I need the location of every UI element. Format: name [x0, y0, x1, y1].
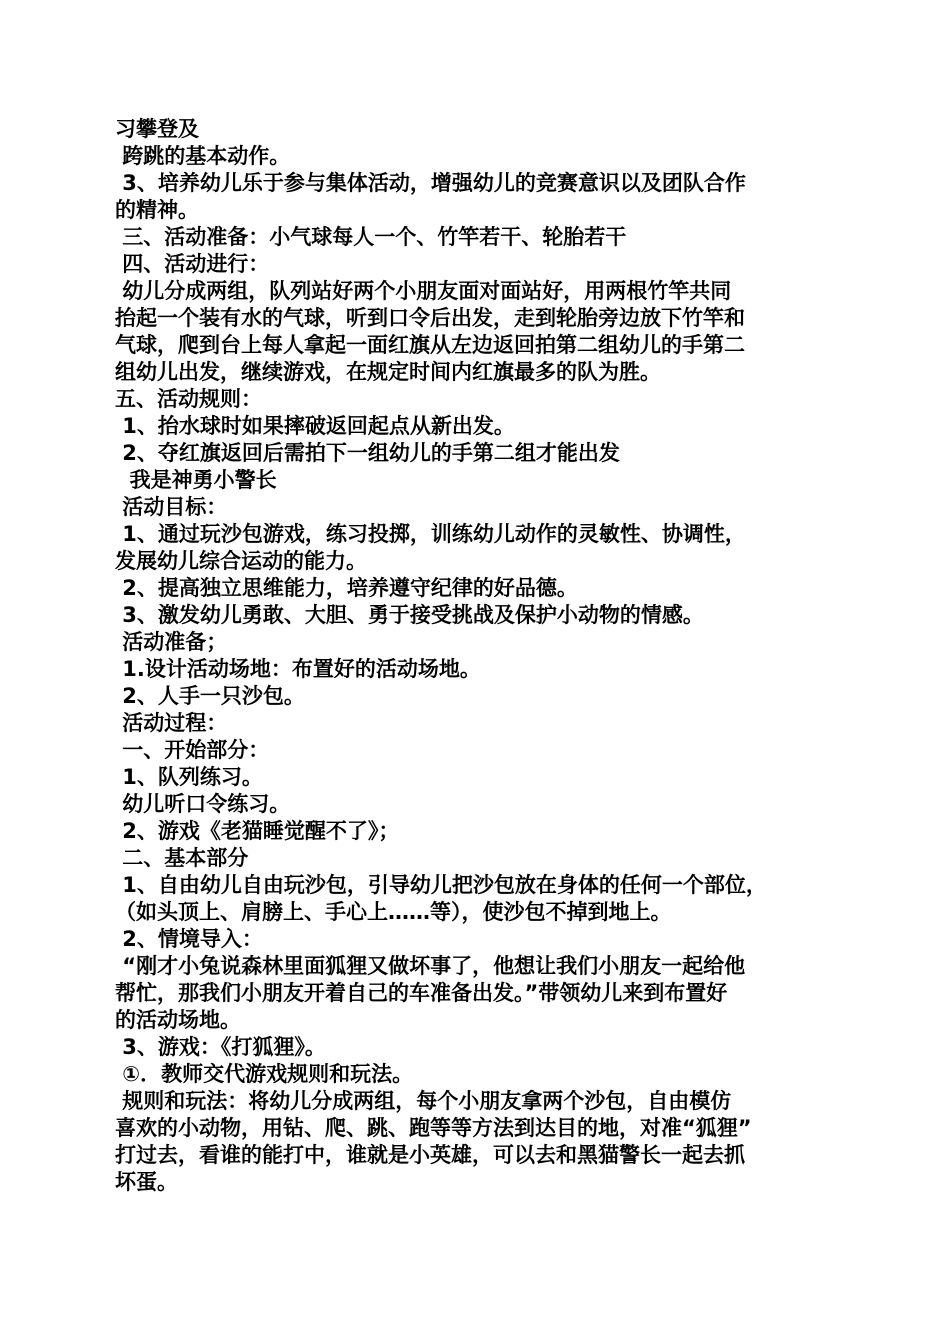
text-line: 气球，爬到台上每人拿起一面红旗从左边返回拍第二组幼儿的手第二	[115, 333, 745, 357]
section-title: 我是神勇小警长	[115, 468, 277, 492]
text-line: 3、培养幼儿乐于参与集体活动，增强幼儿的竞赛意识以及团队合作	[115, 171, 746, 195]
text-line: 二、基本部分	[115, 846, 249, 870]
text-line: 幼儿分成两组，队列站好两个小朋友面对面站好，用两根竹竿共同	[115, 279, 732, 303]
text-line: 活动准备；	[115, 630, 228, 654]
text-line: 帮忙，那我们小朋友开着自己的车准备出发。”带领幼儿来到布置好	[115, 981, 728, 1005]
document-body	[115, 116, 850, 1196]
text-line: 打过去，看谁的能打中，谁就是小英雄，可以去和黑猫警长一起去抓	[115, 1143, 745, 1167]
text-line: 2、游戏《老猫睡觉醒不了》；	[115, 819, 400, 843]
text-line: 喜欢的小动物，用钻、爬、跳、跑等等方法到达目的地，对准“狐狸”	[115, 1116, 752, 1140]
text-line: 幼儿听口令练习。	[115, 792, 291, 816]
text-line: 2、夺红旗返回后需拍下一组幼儿的手第二组才能出发	[115, 441, 620, 465]
text-line: 的精神。	[115, 198, 199, 222]
text-line: 2、人手一只沙包。	[115, 684, 305, 708]
text-line: （如头顶上、肩膀上、手心上……等），使沙包不掉到地上。	[115, 900, 672, 924]
text-line: 活动过程：	[115, 711, 228, 735]
text-line: 3、游戏：《打狐狸》。	[115, 1035, 326, 1059]
text-line: 一、开始部分：	[115, 738, 270, 762]
text-line: 习攀登及	[115, 117, 199, 141]
text-line: 四、活动进行：	[115, 252, 270, 276]
text-line: 1、自由幼儿自由玩沙包，引导幼儿把沙包放在身体的任何一个部位，	[115, 873, 767, 897]
text-line: 跨跳的基本动作。	[115, 144, 291, 168]
text-line: 组幼儿出发，继续游戏，在规定时间内红旗最多的队为胜。	[115, 360, 661, 384]
text-line: 坏蛋。	[115, 1170, 178, 1194]
text-line: ①．教师交代游戏规则和玩法。	[115, 1062, 414, 1086]
text-line: “刚才小兔说森林里面狐狸又做坏事了，他想让我们小朋友一起给他	[115, 954, 746, 978]
text-line: 2、情境导入：	[115, 927, 263, 951]
text-line: 发展幼儿综合运动的能力。	[115, 549, 367, 573]
text-line: 2、提高独立思维能力，培养遵守纪律的好品德。	[115, 576, 578, 600]
text-line: 三、活动准备：小气球每人一个、竹竿若干、轮胎若干	[115, 225, 627, 249]
text-line: 活动目标：	[115, 495, 228, 519]
text-line: 五、活动规则：	[115, 387, 262, 411]
text-line: 1.设计活动场地：布置好的活动场地。	[115, 657, 481, 681]
text-line: 的活动场地。	[115, 1008, 241, 1032]
text-line: 规则和玩法：将幼儿分成两组，每个小朋友拿两个沙包，自由模仿	[115, 1089, 732, 1113]
text-line: 3、激发幼儿勇敢、大胆、勇于接受挑战及保护小动物的情感。	[115, 603, 704, 627]
text-line: 抬起一个装有水的气球，听到口令后出发，走到轮胎旁边放下竹竿和	[115, 306, 745, 330]
text-line: 1、队列练习。	[115, 765, 263, 789]
text-line: 1、通过玩沙包游戏，练习投掷，训练幼儿动作的灵敏性、协调性，	[115, 522, 746, 546]
text-line: 1、抬水球时如果摔破返回起点从新出发。	[115, 414, 515, 438]
